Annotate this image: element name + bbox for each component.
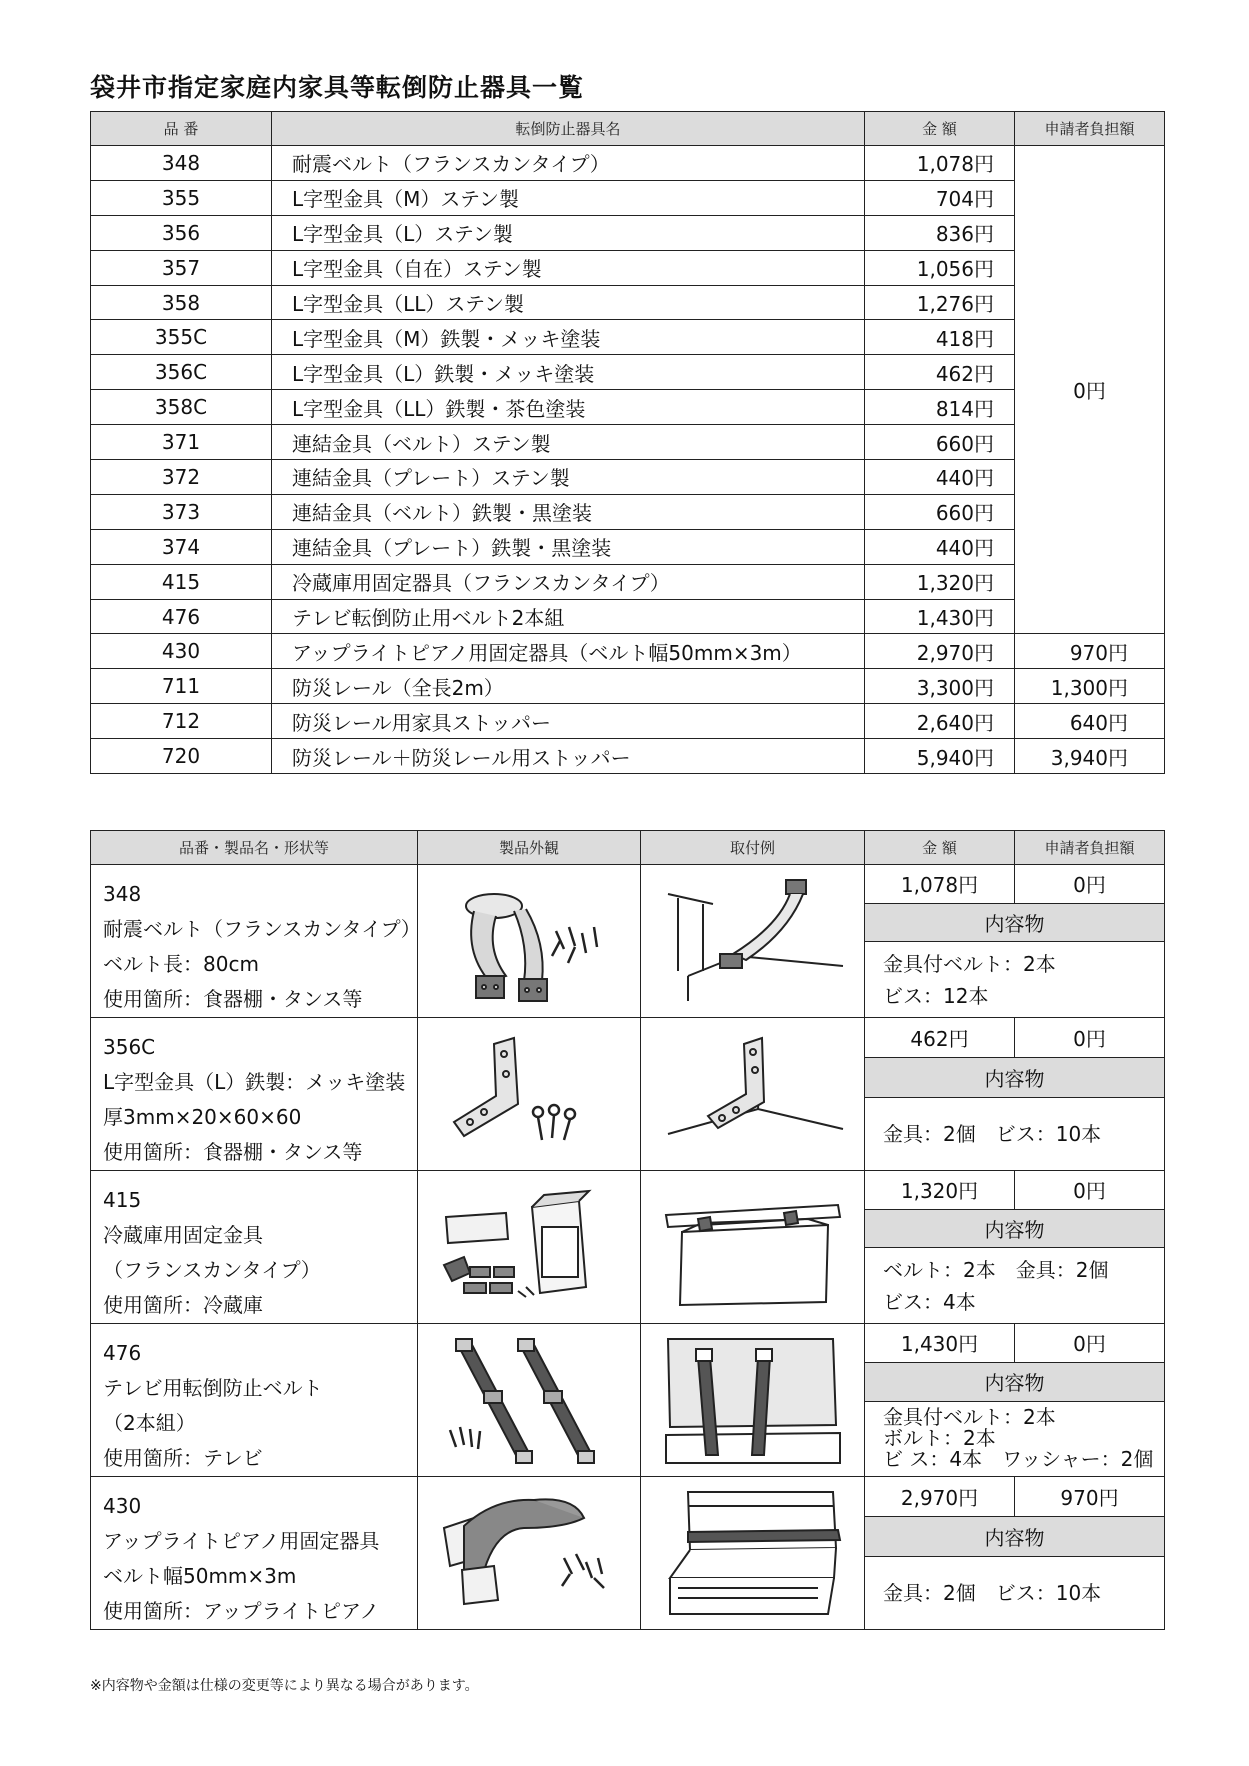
product-info: [91, 1324, 418, 1477]
product-row: [91, 1324, 1165, 1363]
item-name: L字型金具（LL）鉄製・茶色塗装: [272, 390, 865, 425]
item-name: 耐震ベルト（フランスカンタイプ）: [272, 146, 865, 181]
product-line: 430: [103, 1494, 142, 1518]
item-price: 5,940円: [865, 739, 1015, 774]
product-price: 1,430円: [865, 1324, 1015, 1363]
contents-line: 金具付ベルト：2本: [883, 1405, 1056, 1430]
item-price: 462円: [865, 355, 1015, 390]
item-code: 371: [91, 425, 272, 460]
item-price: 1,078円: [865, 146, 1015, 181]
item-code: 357: [91, 250, 272, 285]
item-burden: 640円: [1015, 704, 1165, 739]
item-price: 3,300円: [865, 669, 1015, 704]
item-burden: 970円: [1015, 634, 1165, 669]
belt-install-image: [641, 865, 865, 1018]
header-price: 金 額: [865, 831, 1015, 865]
item-price: 1,430円: [865, 599, 1015, 634]
piano-belt-install-image: [641, 1477, 865, 1630]
item-code: 355C: [91, 320, 272, 355]
table-row: [91, 634, 1165, 669]
tv-belt-product-image: [418, 1324, 641, 1477]
contents-line: ビス：4本: [883, 1289, 976, 1314]
item-code: 415: [91, 564, 272, 599]
product-row: [91, 865, 1165, 904]
piano-belt-product-image: [418, 1477, 641, 1630]
item-burden: 1,300円: [1015, 669, 1165, 704]
table-row: [91, 320, 1165, 355]
contents-header: 内容物: [865, 1362, 1165, 1401]
product-price: 462円: [865, 1018, 1015, 1058]
item-code: 712: [91, 704, 272, 739]
header-price: 金 額: [865, 112, 1015, 146]
contents-line: 金具付ベルト：2本: [883, 951, 1056, 976]
item-name: 防災レール（全長2m）: [272, 669, 865, 704]
header-code: 品 番: [91, 112, 272, 146]
contents-line: ビ ス：4本 ワッシャー：2個: [883, 1447, 1154, 1472]
table-row: [91, 390, 1165, 425]
page-title: 袋井市指定家庭内家具等転倒防止器具一覧: [90, 73, 585, 102]
item-code: 373: [91, 494, 272, 529]
table-row: [91, 215, 1165, 250]
product-line: 使用箇所：テレビ: [103, 1446, 263, 1470]
item-name: L字型金具（M）ステン製: [272, 180, 865, 215]
product-detail-table: [90, 830, 1165, 1630]
item-name: L字型金具（L）ステン製: [272, 215, 865, 250]
product-line: ベルト長：80cm: [103, 952, 259, 976]
item-code: 372: [91, 460, 272, 495]
item-name: アップライトピアノ用固定器具（ベルト幅50mm×3m）: [272, 634, 865, 669]
header-burden: 申請者負担額: [1015, 831, 1165, 865]
contents-header: 内容物: [865, 1209, 1165, 1248]
contents-header: 内容物: [865, 903, 1165, 942]
item-name: L字型金具（自在）ステン製: [272, 250, 865, 285]
product-row: [91, 1477, 1165, 1517]
item-name: テレビ転倒防止用ベルト2本組: [272, 599, 865, 634]
item-name: 連結金具（ベルト）鉄製・黒塗装: [272, 494, 865, 529]
item-code: 476: [91, 599, 272, 634]
header-burden: 申請者負担額: [1015, 112, 1165, 146]
item-name: L字型金具（LL）ステン製: [272, 285, 865, 320]
item-name: 冷蔵庫用固定器具（フランスカンタイプ）: [272, 564, 865, 599]
product-info: [91, 865, 421, 1018]
product-line: 厚3mm×20×60×60: [103, 1105, 302, 1129]
table-row: [91, 529, 1165, 564]
item-price: 814円: [865, 390, 1015, 425]
tv-belt-install-image: [641, 1324, 865, 1477]
header-name: 転倒防止器具名: [272, 112, 865, 146]
table-row: [91, 180, 1165, 215]
item-code: 355: [91, 180, 272, 215]
product-burden: 0円: [1015, 1018, 1165, 1058]
product-line: 耐震ベルト（フランスカンタイプ）: [103, 917, 421, 941]
product-burden: 0円: [1015, 865, 1165, 904]
item-price: 836円: [865, 215, 1015, 250]
item-price: 660円: [865, 494, 1015, 529]
table-row: [91, 494, 1165, 529]
item-price: 418円: [865, 320, 1015, 355]
contents-list: [865, 1098, 1165, 1171]
item-price: 440円: [865, 529, 1015, 564]
product-line: 使用箇所：食器棚・タンス等: [103, 1140, 363, 1164]
product-line: 415: [103, 1188, 142, 1212]
contents-line: 金具：2個 ビス：10本: [883, 1581, 1102, 1606]
item-code: 358: [91, 285, 272, 320]
product-burden: 970円: [1015, 1477, 1165, 1517]
table-row: [91, 564, 1165, 599]
product-line: 冷蔵庫用固定金具: [103, 1223, 263, 1247]
belt-product-image: [418, 865, 641, 1018]
fridge-fixture-product-image: [418, 1171, 641, 1324]
contents-header: 内容物: [865, 1517, 1165, 1557]
item-code: 430: [91, 634, 272, 669]
item-code: 358C: [91, 390, 272, 425]
item-code: 348: [91, 146, 272, 181]
item-price: 660円: [865, 425, 1015, 460]
product-line: （2本組）: [103, 1411, 196, 1435]
contents-line: 金具：2個 ビス：10本: [883, 1122, 1102, 1147]
item-price: 440円: [865, 460, 1015, 495]
product-line: 使用箇所：食器棚・タンス等: [103, 987, 363, 1011]
product-line: アップライトピアノ用固定器具: [103, 1529, 380, 1553]
product-line: L字型金具（L）鉄製：メッキ塗装: [103, 1070, 406, 1094]
contents-line: ベルト：2本 金具：2個: [883, 1257, 1109, 1282]
product-row: [91, 1171, 1165, 1210]
table-row: [91, 704, 1165, 739]
table-row: [91, 250, 1165, 285]
item-price: 1,056円: [865, 250, 1015, 285]
contents-line: ビス：12本: [883, 983, 989, 1008]
contents-header: 内容物: [865, 1058, 1165, 1098]
item-price: 2,640円: [865, 704, 1015, 739]
table-row: [91, 425, 1165, 460]
product-price: 1,320円: [865, 1171, 1015, 1210]
table-row: [91, 599, 1165, 634]
header-appearance: 製品外観: [418, 831, 641, 865]
product-line: テレビ用転倒防止ベルト: [103, 1376, 323, 1400]
product-info: [91, 1477, 418, 1630]
item-burden: 3,940円: [1015, 739, 1165, 774]
item-code: 711: [91, 669, 272, 704]
table-row: [91, 355, 1165, 390]
contents-line: ボルト：2本: [883, 1426, 996, 1451]
item-code: 356: [91, 215, 272, 250]
item-name: L字型金具（M）鉄製・メッキ塗装: [272, 320, 865, 355]
product-line: （フランスカンタイプ）: [103, 1258, 321, 1282]
item-code: 720: [91, 739, 272, 774]
item-price: 1,276円: [865, 285, 1015, 320]
table-row: [91, 146, 1165, 181]
merged-burden-cell: 0円: [1015, 146, 1165, 634]
product-burden: 0円: [1015, 1171, 1165, 1210]
contents-list: [865, 1401, 1165, 1476]
product-info: [91, 1171, 418, 1324]
product-line: 476: [103, 1341, 142, 1365]
product-price: 1,078円: [865, 865, 1015, 904]
product-price: 2,970円: [865, 1477, 1015, 1517]
header-install-example: 取付例: [641, 831, 865, 865]
item-price: 704円: [865, 180, 1015, 215]
item-name: 連結金具（プレート）ステン製: [272, 460, 865, 495]
product-row: [91, 1018, 1165, 1058]
table-row: [91, 739, 1165, 774]
product-line: 356C: [103, 1035, 156, 1059]
item-name: 防災レール＋防災レール用ストッパー: [272, 739, 865, 774]
l-bracket-install-image: [641, 1018, 865, 1171]
contents-list: [865, 1248, 1165, 1324]
item-price: 2,970円: [865, 634, 1015, 669]
fridge-fixture-install-image: [641, 1171, 865, 1324]
product-line: 348: [103, 882, 142, 906]
item-name: 防災レール用家具ストッパー: [272, 704, 865, 739]
product-line: 使用箇所：アップライトピアノ: [103, 1599, 380, 1623]
item-name: 連結金具（プレート）鉄製・黒塗装: [272, 529, 865, 564]
item-code: 374: [91, 529, 272, 564]
table-row: [91, 285, 1165, 320]
product-line: 使用箇所：冷蔵庫: [103, 1293, 263, 1317]
price-list-table: [90, 111, 1165, 774]
product-burden: 0円: [1015, 1324, 1165, 1363]
table-row: [91, 460, 1165, 495]
item-code: 356C: [91, 355, 272, 390]
item-name: 連結金具（ベルト）ステン製: [272, 425, 865, 460]
footnote: ※内容物や金額は仕様の変更等により異なる場合があります。: [90, 1678, 479, 1694]
contents-list: [865, 1557, 1165, 1630]
header-product: 品番・製品名・形状等: [91, 831, 418, 865]
item-price: 1,320円: [865, 564, 1015, 599]
table-row: [91, 669, 1165, 704]
product-info: [91, 1018, 418, 1171]
l-bracket-product-image: [418, 1018, 641, 1171]
item-name: L字型金具（L）鉄製・メッキ塗装: [272, 355, 865, 390]
product-line: ベルト幅50mm×3m: [103, 1564, 297, 1588]
contents-list: [865, 942, 1165, 1018]
